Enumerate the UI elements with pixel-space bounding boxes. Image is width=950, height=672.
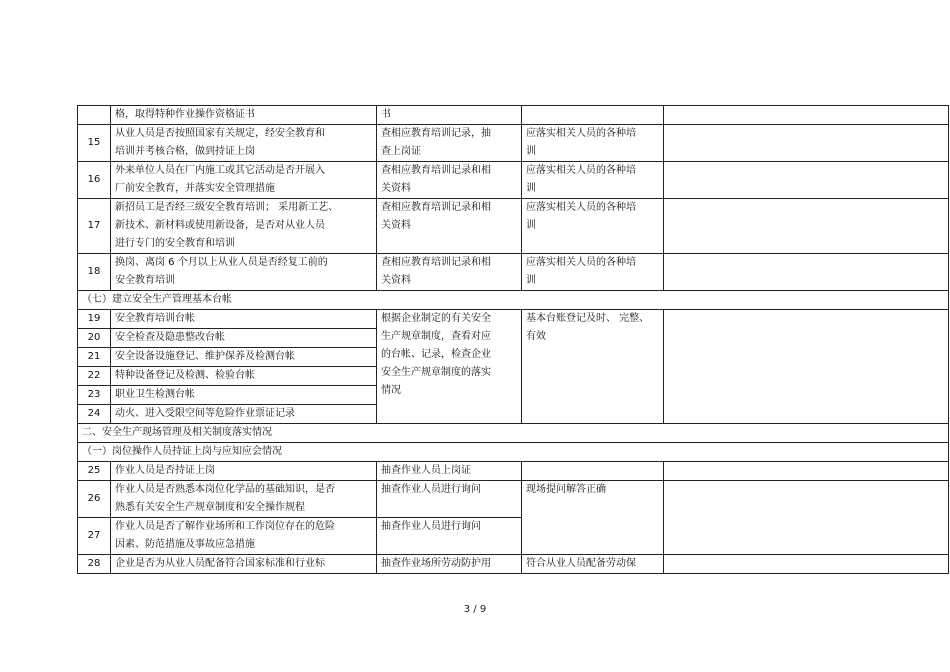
table-row [78,199,949,254]
check-item: 换岗、离岗 6 个月以上从业人员是否经复工前的 安全教育培训 [115,257,328,286]
check-remark [664,125,949,162]
check-method: 书 [377,106,522,125]
row-number: 16 [78,162,111,199]
check-item: 外来单位人员在厂内施工或其它活动是否开展入 厂前安全教育，并落实安全管理措施 [115,165,325,194]
check-remark [664,555,949,574]
row-number: 20 [78,329,111,348]
check-method: 抽查作业人员进行询问 [377,518,522,555]
check-item: 动火、进入受限空间等危险作业票证记录 [111,405,377,424]
row-number: 18 [78,254,111,291]
check-method: 抽查作业人员上岗证 [377,462,522,481]
check-method: 抽查作业人员进行询问 [377,481,522,518]
section-title: 二、安全生产现场管理及相关制度落实情况 [78,424,949,443]
check-remark [664,254,949,291]
check-standard: 应落实相关人员的各种培 训 [526,202,636,231]
check-item: 特种设备登记及检测、检验台帐 [111,367,377,386]
inspection-table [77,105,949,574]
check-standard: 应落实相关人员的各种培 训 [526,257,636,286]
check-remark [664,481,949,555]
table-row [78,125,949,162]
check-remark [664,310,949,424]
check-item: 作业人员是否了解作业场所和工作岗位存在的危险 因素、防范措施及事故应急措施 [115,521,335,550]
row-number [78,106,111,125]
check-item: 作业人员是否持证上岗 [111,462,377,481]
check-standard [522,462,664,481]
row-number: 19 [78,310,111,329]
check-method: 查相应教育培训记录和相 关资料 [381,257,491,286]
row-number: 21 [78,348,111,367]
table-row [78,310,949,329]
check-item: 安全教育培训台帐 [111,310,377,329]
section-row [78,291,949,310]
row-number: 28 [78,555,111,574]
section-row [78,443,949,462]
row-number: 27 [78,518,111,555]
table-row [78,254,949,291]
check-method: 查相应教育培训记录，抽 查上岗证 [381,128,491,157]
table-row [78,106,949,125]
row-number: 15 [78,125,111,162]
table-row [78,481,949,518]
check-standard: 基本台账登记及时、 完整、 有效 [526,313,650,342]
check-method: 查相应教育培训记录和相 关资料 [381,202,491,231]
check-method: 查相应教育培训记录和相 关资料 [381,165,491,194]
row-number: 24 [78,405,111,424]
check-standard: 现场提问解答正确 [522,481,664,555]
check-item: 格，取得特种作业操作资格证书 [111,106,377,125]
row-number: 17 [78,199,111,254]
row-number: 22 [78,367,111,386]
check-method: 抽查作业场所劳动防护用 [377,555,522,574]
table-row [78,555,949,574]
check-remark [664,162,949,199]
table-row [78,462,949,481]
check-standard: 应落实相关人员的各种培 训 [526,165,636,194]
check-item: 作业人员是否熟悉本岗位化学品的基础知识，是否 熟悉有关安全生产规章制度和安全操作规程 [115,484,335,513]
subsection-title: （一）岗位操作人员持证上岗与应知应会情况 [78,443,949,462]
check-item: 从业人员是否按照国家有关规定，经安全教育和 培训并考核合格，做到持证上岗 [115,128,325,157]
row-number: 23 [78,386,111,405]
table-row [78,162,949,199]
check-item: 新招员工是否经三级安全教育培训； 采用新工艺、 新技术、新材料或使用新设备，是否对从业人员 进行专门的安全教育和培训 [115,202,339,249]
check-remark [664,199,949,254]
check-item: 安全检查及隐患整改台帐 [111,329,377,348]
check-remark [664,462,949,481]
check-method: 根据企业制定的有关安全 生产规章制度，查看对应 的台帐、记录，检查企业 安全生产规章制度的落实 情况 [381,313,491,396]
check-item: 安全设备设施登记、维护保养及检测台帐 [111,348,377,367]
check-standard: 应落实相关人员的各种培 训 [526,128,636,157]
check-item: 职业卫生检测台帐 [111,386,377,405]
row-number: 26 [78,481,111,518]
row-number: 25 [78,462,111,481]
check-standard [522,106,664,125]
check-standard: 符合从业人员配备劳动保 [522,555,664,574]
section-title: （七）建立安全生产管理基本台帐 [78,291,949,310]
page-number: 3 / 9 [463,604,487,615]
check-item: 企业是否为从业人员配备符合国家标准和行业标 [111,555,377,574]
section-row [78,424,949,443]
check-remark [664,106,949,125]
